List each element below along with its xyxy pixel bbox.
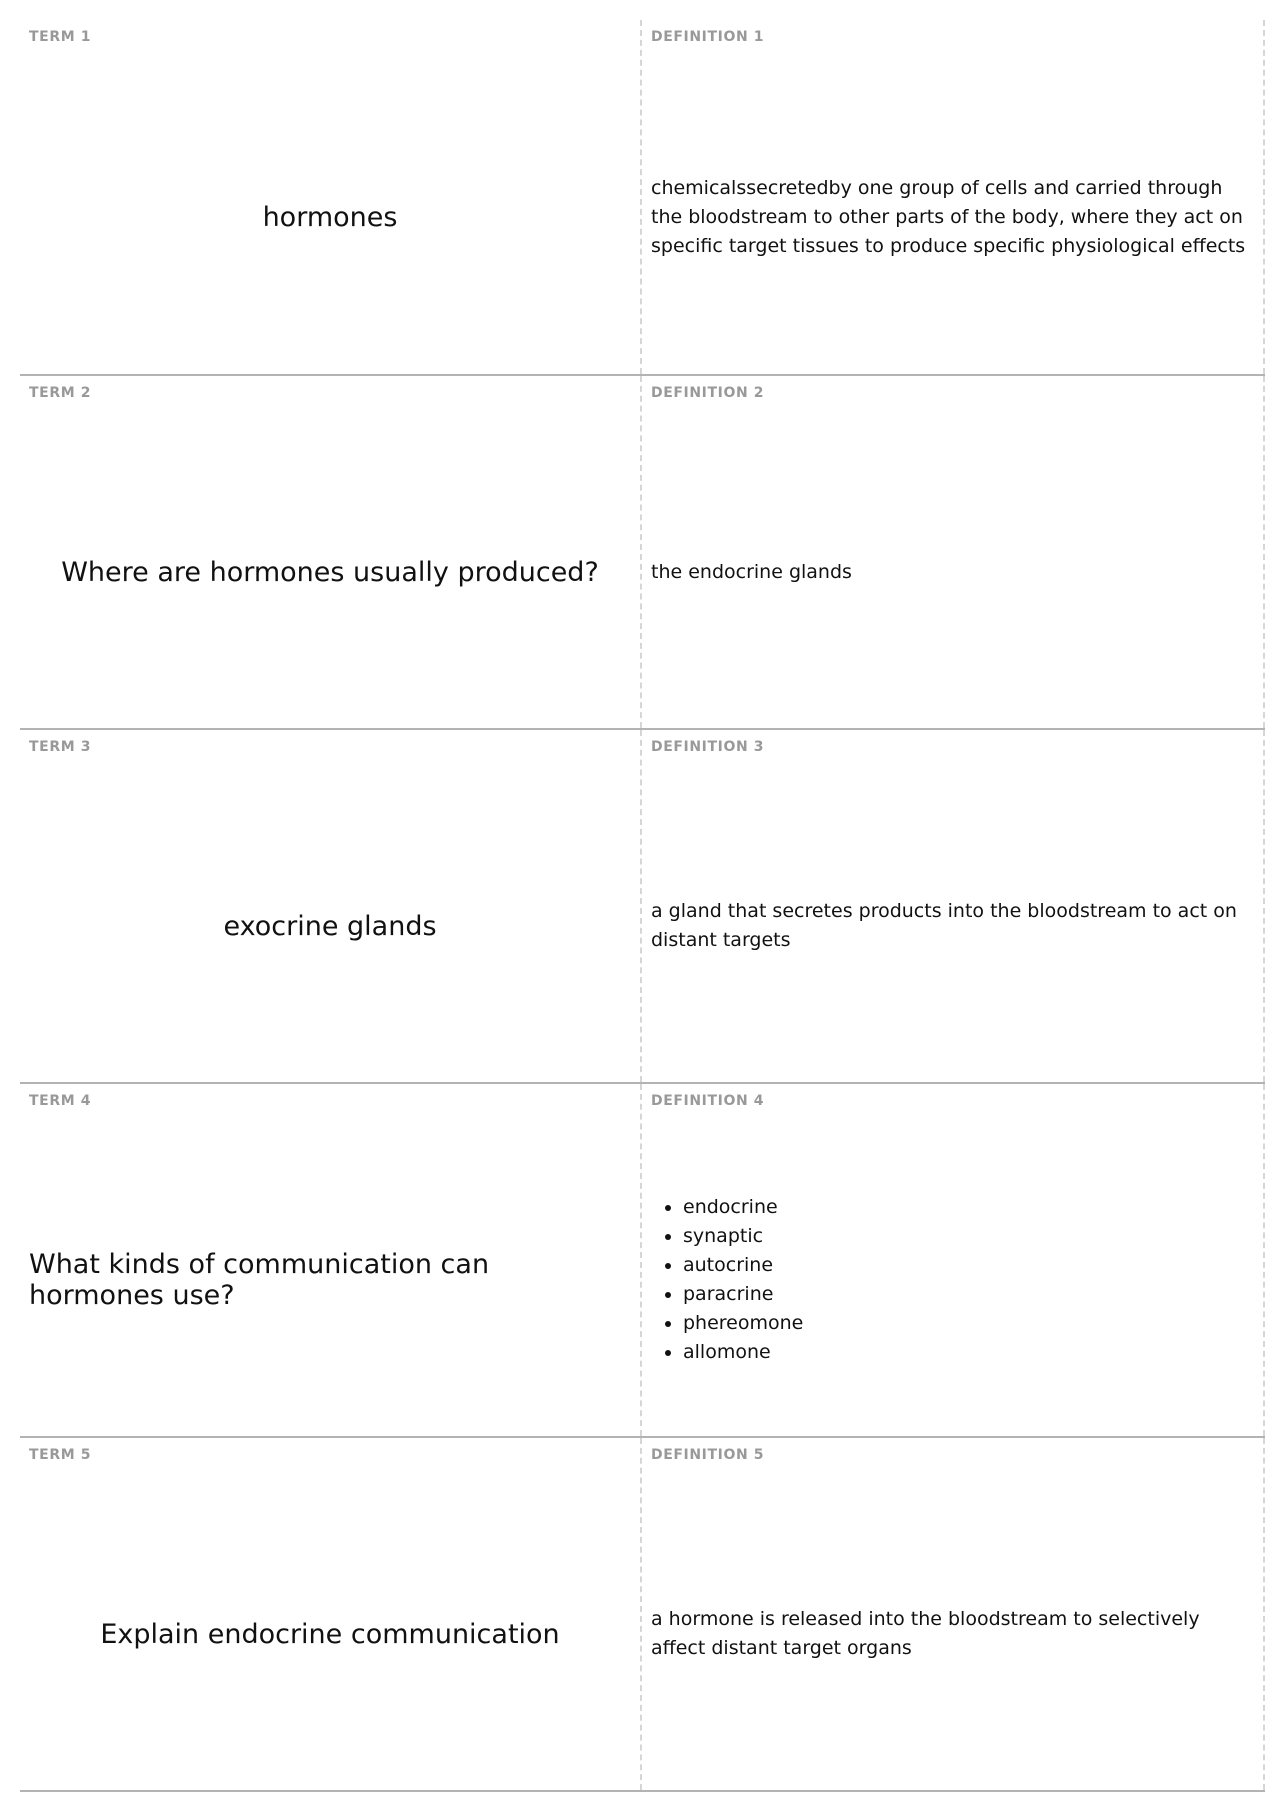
definition-cell xyxy=(642,730,1265,1082)
term-cell xyxy=(20,376,642,728)
term-text: What kinds of communication can hormones use? xyxy=(29,1249,490,1311)
definition-label: DEFINITION 4 xyxy=(651,1093,765,1109)
definition-label: DEFINITION 1 xyxy=(651,29,765,45)
flashcard-row xyxy=(20,730,1265,1084)
term-label: TERM 3 xyxy=(29,739,92,755)
definition-cell xyxy=(642,1438,1265,1790)
definition-text: chemicalssecretedby one group of cells and carried through the bloodstream to other parts of the body, where they act on specific target tissues to produce specific physiological effects xyxy=(651,176,1246,257)
list-item: • allomone xyxy=(683,1338,803,1367)
definition-text: the endocrine glands xyxy=(651,560,852,583)
term-label: TERM 2 xyxy=(29,385,92,401)
flashcard-row xyxy=(20,20,1265,376)
term-text: Explain endocrine communication xyxy=(100,1618,560,1650)
term-label: TERM 4 xyxy=(29,1093,92,1109)
term-label: TERM 1 xyxy=(29,29,92,45)
flashcard-sheet xyxy=(20,20,1265,1792)
list-item: • endocrine xyxy=(683,1193,803,1222)
definition-list-container xyxy=(651,1124,1254,1436)
term-text: exocrine glands xyxy=(223,910,437,942)
definition-text: a hormone is released into the bloodstream to selectively affect distant target organs xyxy=(651,1608,1200,1659)
term-text: hormones xyxy=(262,201,398,233)
definition-label: DEFINITION 2 xyxy=(651,385,765,401)
definition-text: a gland that secretes products into the bloodstream to act on distant targets xyxy=(651,900,1237,951)
term-label: TERM 5 xyxy=(29,1447,92,1463)
list-item: • autocrine xyxy=(683,1251,803,1280)
flashcard-row xyxy=(20,1438,1265,1792)
definition-cell xyxy=(642,376,1265,728)
list-item: • phereomone xyxy=(683,1309,803,1338)
definition-list xyxy=(651,1193,803,1367)
term-cell xyxy=(20,730,642,1082)
definition-label: DEFINITION 5 xyxy=(651,1447,765,1463)
flashcard-row xyxy=(20,1084,1265,1438)
definition-cell xyxy=(642,20,1265,374)
list-item: • paracrine xyxy=(683,1280,803,1309)
definition-label: DEFINITION 3 xyxy=(651,739,765,755)
list-item: • synaptic xyxy=(683,1222,803,1251)
term-text: Where are hormones usually produced? xyxy=(61,556,599,588)
term-cell xyxy=(20,1438,642,1790)
flashcard-row xyxy=(20,376,1265,730)
term-cell xyxy=(20,20,642,374)
definition-cell xyxy=(642,1084,1265,1436)
term-cell xyxy=(20,1084,642,1436)
